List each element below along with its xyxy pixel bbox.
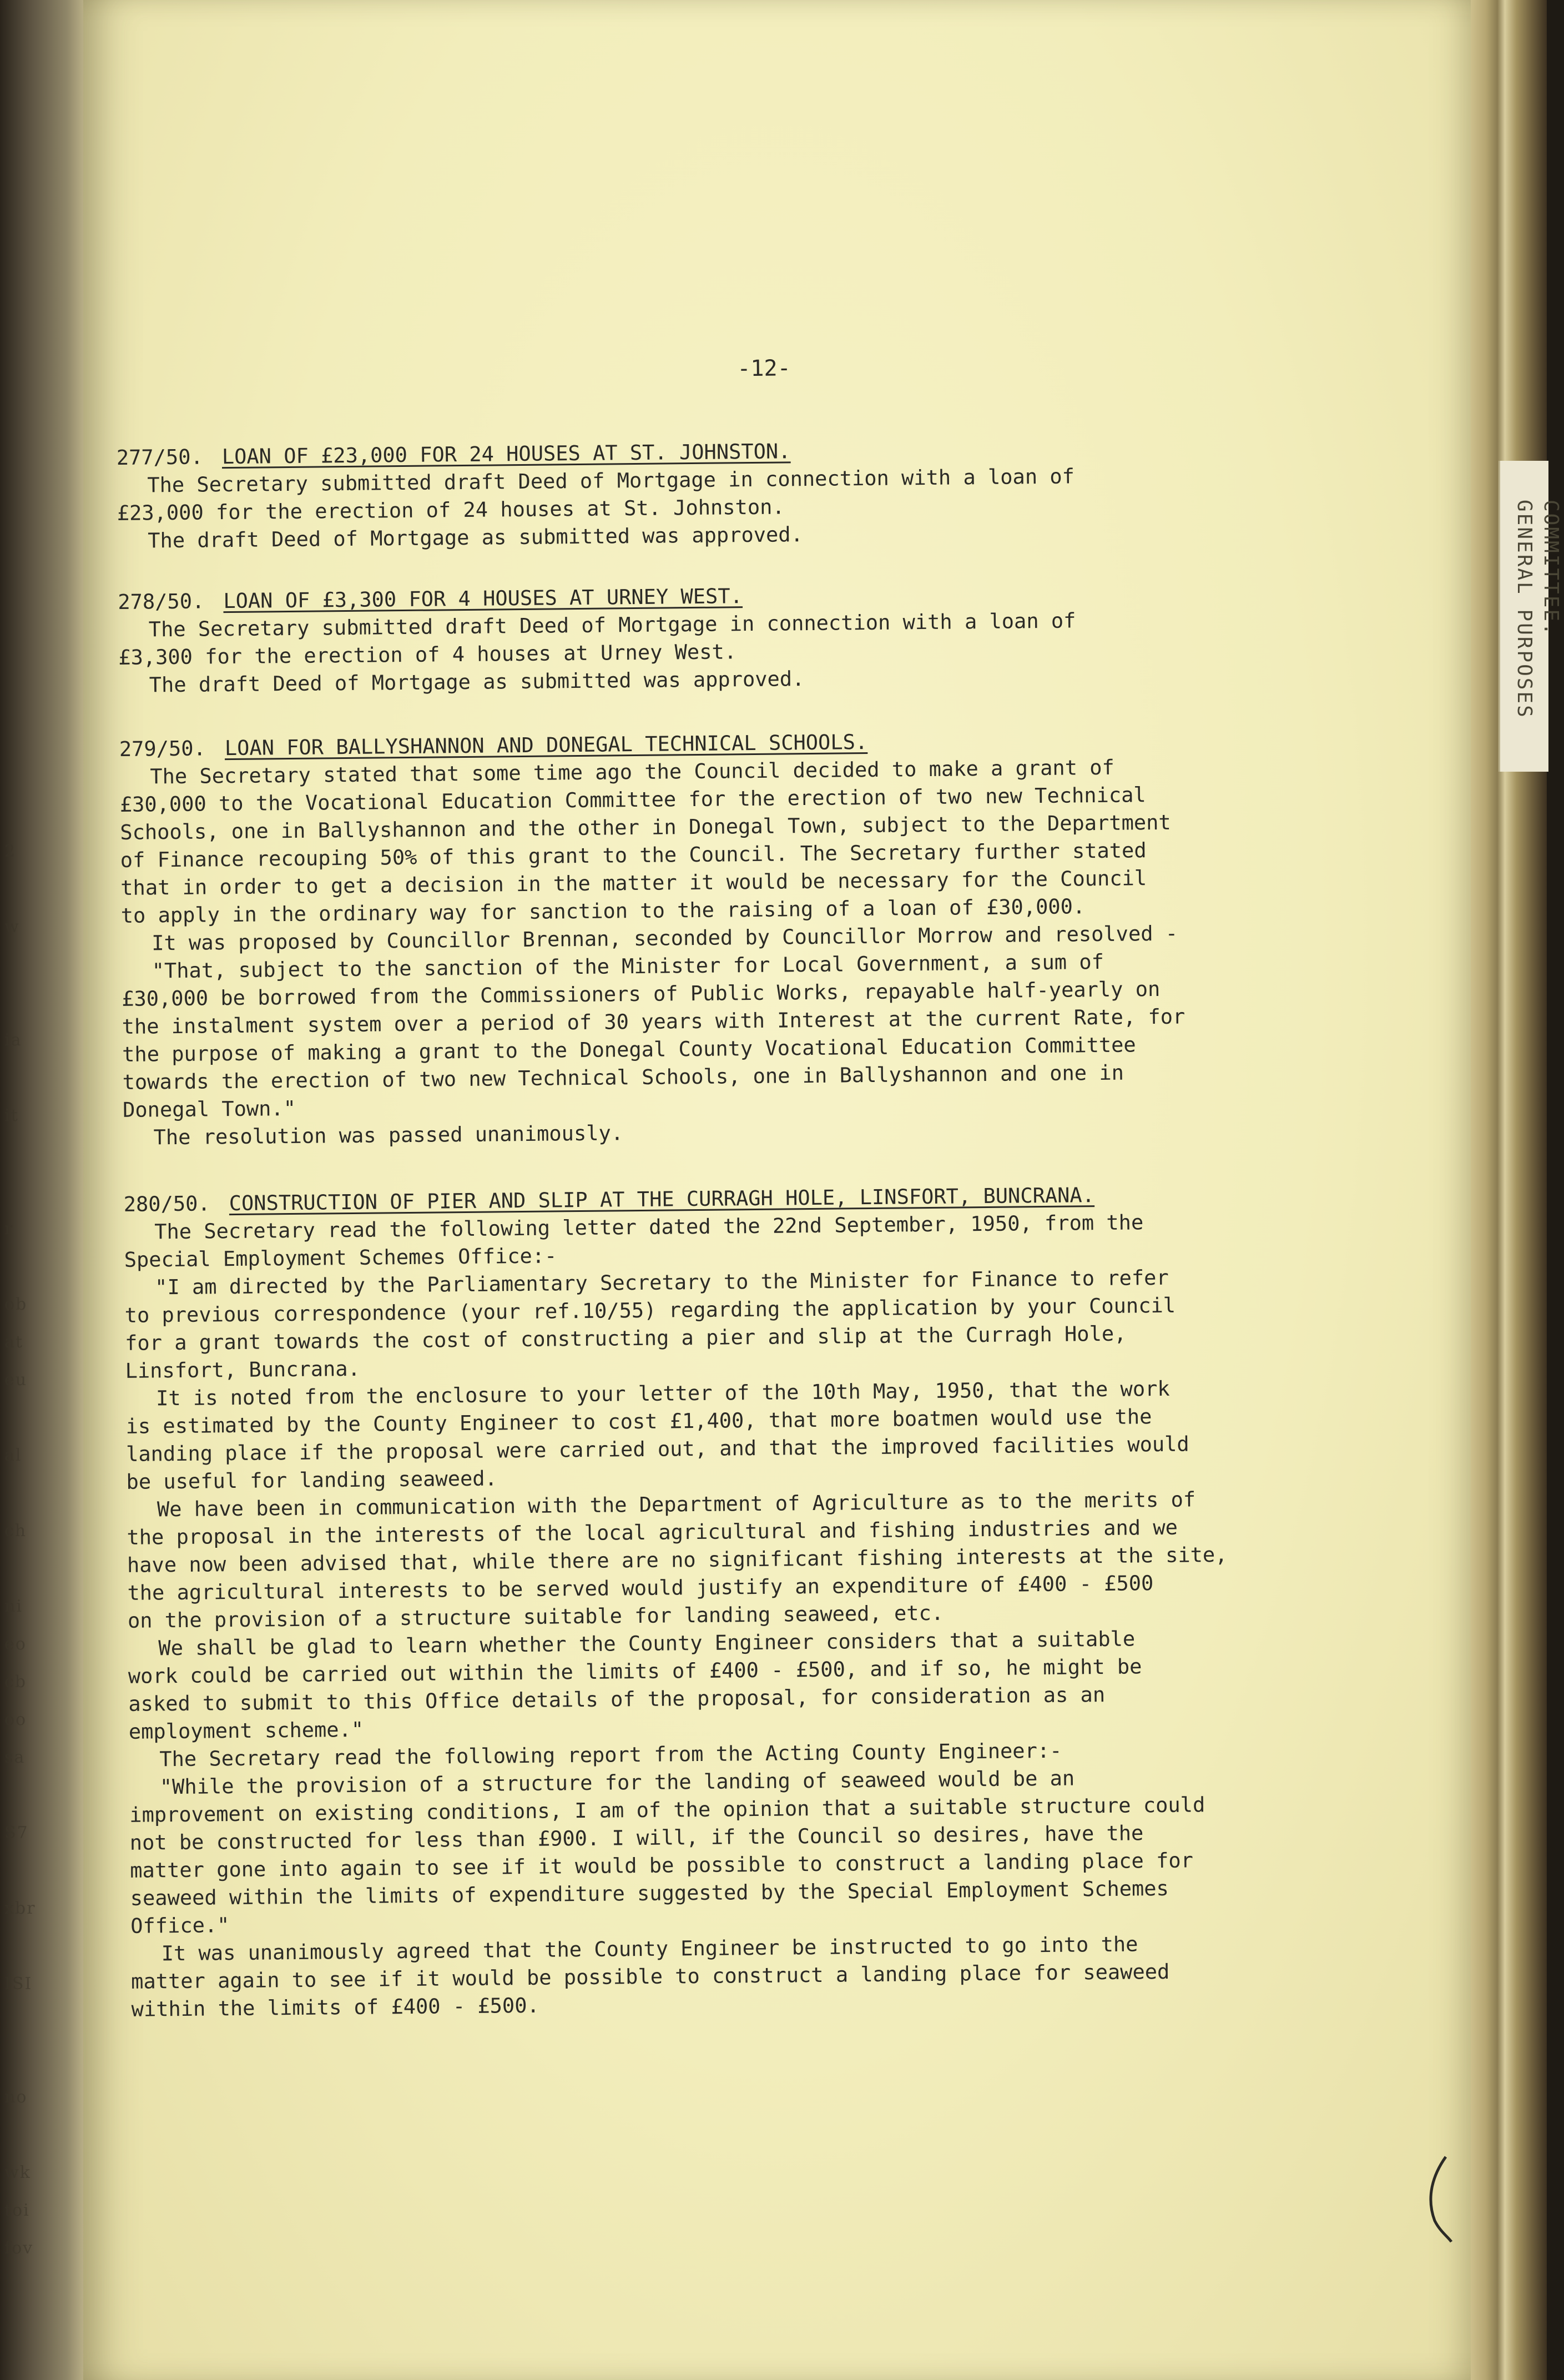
text-line: to previous correspondence (your ref.10/55) regarding the application by your Council: [124, 1293, 1176, 1327]
text-line: matter again to see if it would be possible to construct a landing place for seaweed: [130, 1959, 1170, 1994]
text-line: "While the provision of a structure for the landing of seaweed would be an: [159, 1766, 1075, 1799]
index-tab-label: [1511, 500, 1564, 719]
text-line: seaweed within the limits of expenditure suggested by the Special Employment Schemes: [130, 1876, 1169, 1910]
page-number: -12-: [737, 355, 791, 382]
text-line: Linsfort, Buncrana.: [125, 1356, 361, 1383]
minute-item: [117, 432, 1366, 555]
minute-item: [119, 723, 1372, 1152]
text-line: employment scheme.": [128, 1717, 364, 1744]
pencil-mark-icon: [1421, 2154, 1454, 2243]
text-line: £3,300 for the erection of 4 houses at Urney West.: [118, 640, 737, 670]
text-line: work could be carried out within the limits of £400 - £500, and if so, he might be: [128, 1654, 1142, 1688]
minute-number: 279/50.: [119, 736, 206, 761]
text-line: on the provision of a structure suitable for landing seaweed, etc.: [127, 1601, 944, 1633]
book-gutter-left: [0, 0, 83, 2380]
text-line: The Secretary read the following letter dated the 22nd September, 1950, from the: [154, 1210, 1144, 1244]
minute-number: 280/50.: [123, 1191, 210, 1216]
text-line: the purpose of making a grant to the Donegal County Vocational Education Committee: [122, 1033, 1136, 1066]
minute-number: 278/50.: [118, 589, 205, 614]
text-line: towards the erection of two new Technical Schools, one in Ballyshannon and one in: [122, 1060, 1124, 1094]
text-line: improvement on existing conditions, I am of the opinion that a suitable structure could: [129, 1793, 1205, 1827]
text-line: £30,000 to the Vocational Education Committee for the erection of two new Technical: [119, 783, 1146, 817]
text-line: It is noted from the enclosure to your letter of the 10th May, 1950, that the work: [155, 1376, 1170, 1411]
index-tab-line-2: GENERAL PURPOSES: [1513, 500, 1536, 719]
text-line: is estimated by the County Engineer to cost £1,400, that more boatmen would use the: [125, 1405, 1152, 1438]
text-line: The Secretary submitted draft Deed of Mortgage in connection with a loan of: [147, 464, 1075, 497]
text-line: "That, subject to the sanction of the Minister for Local Government, a sum of: [152, 949, 1104, 983]
text-line: not be constructed for less than £900. I will, if the Council so desires, have the: [129, 1821, 1144, 1855]
text-line: the instalment system over a period of 30 years with Interest at the current Rate, for: [122, 1004, 1185, 1039]
minute-number: 277/50.: [116, 445, 203, 470]
text-line: The Secretary read the following report from the Acting County Engineer:-: [159, 1738, 1062, 1772]
minute-title: LOAN OF £23,000 FOR 24 HOUSES AT ST. JOHNSTON.: [221, 439, 791, 469]
text-line: have now been advised that, while there are no significant fishing interests at the site,: [127, 1542, 1228, 1577]
text-line: The Secretary stated that some time ago the Council decided to make a grant of: [150, 755, 1115, 789]
minute-title: LOAN FOR BALLYSHANNON AND DONEGAL TECHNICAL SCHOOLS.: [224, 730, 868, 761]
text-line: landing place if the proposal were carried out, and that the improved facilities would: [125, 1432, 1189, 1466]
text-line: Office.": [130, 1913, 230, 1938]
text-line: The draft Deed of Mortgage as submitted was approved.: [148, 522, 804, 553]
text-line: Special Employment Schemes Office:-: [124, 1244, 557, 1272]
text-line: of Finance recouping 50% of this grant to the Council. The Secretary further stated: [120, 838, 1147, 872]
minute-item: [124, 1179, 1380, 2024]
text-line: It was proposed by Councillor Brennan, seconded by Councillor Morrow and resolved -: [152, 921, 1178, 955]
text-line: We have been in communication with the Department of Agriculture as to the merits of: [157, 1487, 1196, 1522]
text-line: The resolution was passed unanimously.: [153, 1121, 624, 1150]
minute-item: [118, 576, 1368, 700]
text-line: matter gone into again to see if it would be possible to construct a landing place for: [130, 1848, 1194, 1883]
text-line: £30,000 be borrowed from the Commissioners of Public Works, repayable half-yearly on: [121, 977, 1161, 1011]
text-line: within the limits of £400 - £500.: [131, 1993, 539, 2021]
text-line: for a grant towards the cost of constructing a pier and slip at the Curragh Hole,: [124, 1321, 1127, 1355]
facing-page-margin-fragments: 2 w ia it r ob at eu al ch ni eo cb oo sa S7 xbr ISI no wk toi fov: [4, 842, 36, 2258]
text-line: the agricultural interests to be served would justify an expenditure of £400 - £500: [127, 1571, 1154, 1605]
text-line: We shall be glad to learn whether the County Engineer considers that a suitable: [158, 1627, 1136, 1661]
text-line: "I am directed by the Parliamentary Secretary to the Minister for Finance to refer: [154, 1265, 1169, 1300]
text-line: The draft Deed of Mortgage as submitted was approved.: [149, 667, 805, 697]
index-tab-line-1: COMMITTEE.: [1540, 500, 1562, 637]
text-line: It was unanimously agreed that the County Engineer be instructed to go into the: [161, 1932, 1138, 1966]
text-line: Donegal Town.": [122, 1096, 296, 1122]
text-line: be useful for landing seaweed.: [126, 1466, 498, 1494]
minute-title: LOAN OF £3,300 FOR 4 HOUSES AT URNEY WEST.: [223, 584, 743, 613]
text-line: to apply in the ordinary way for sanction to the raising of a loan of £30,000.: [120, 894, 1086, 928]
text-line: that in order to get a decision in the matter it would be necessary for the Council: [120, 866, 1147, 900]
text-line: Schools, one in Ballyshannon and the other in Donegal Town, subject to the Department: [120, 810, 1171, 844]
text-line: asked to submit to this Office details of the proposal, for consideration as an: [128, 1682, 1106, 1716]
minute-title: CONSTRUCTION OF PIER AND SLIP AT THE CURRAGH HOLE, LINSFORT, BUNCRANA.: [229, 1183, 1095, 1216]
text-line: £23,000 for the erection of 24 houses at St. Johnston.: [117, 495, 785, 525]
book-page-edges: [1471, 0, 1547, 2380]
text-line: the proposal in the interests of the local agricultural and fishing industries and we: [127, 1515, 1178, 1549]
text-line: The Secretary submitted draft Deed of Mortgage in connection with a loan of: [148, 608, 1076, 642]
